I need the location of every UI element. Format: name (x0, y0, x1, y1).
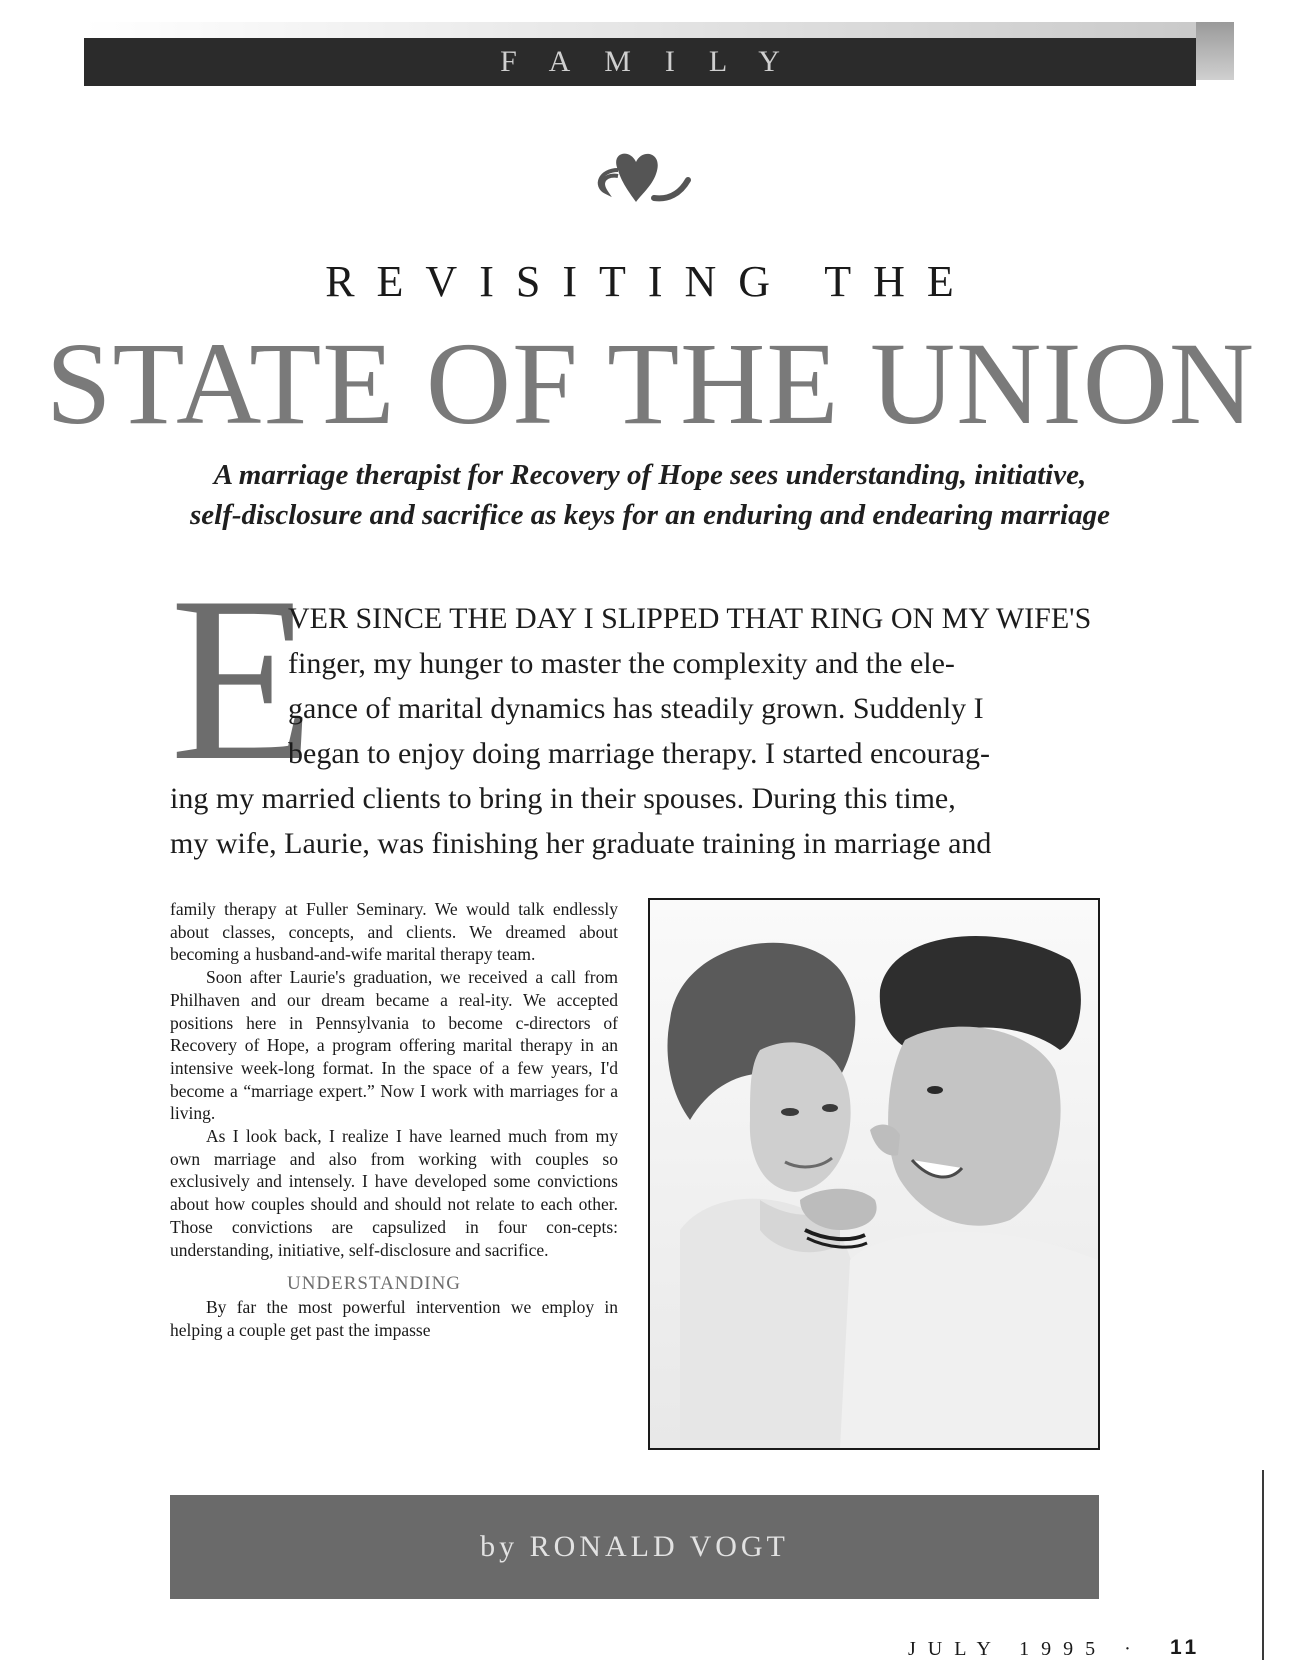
lede-paragraph (170, 596, 1100, 866)
body-paragraph: As I look back, I realize I have learned much from my own marriage and also from working with couples so exclusively and intensely. I have developed some convictions about how couples should and should not relate to each other. Those convictions are capsulized in four con-cepts: understanding, initiative, self-disclosure and sacrifice. (170, 1126, 618, 1260)
body-paragraph: family therapy at Fuller Seminary. We would talk endlessly about classes, concepts, and clients. We dreamed about becoming a husband-and-wife marital therapy team. (170, 899, 618, 965)
deck-line: self-disclosure and sacrifice as keys for an enduring and endearing marriage (190, 499, 1110, 531)
deck (140, 455, 1160, 535)
body-paragraph: Soon after Laurie's graduation, we received a call from Philhaven and our dream became a real-ity. We accepted positions here in Pennsylvania to become c-directors of Recovery of Hope, a program offering marital therapy in an intensive week-long format. In the space of a few years, I'd become a “marriage expert.” Now I work with marriages for a living. (170, 967, 618, 1124)
couple-photo-icon (650, 900, 1098, 1448)
body-column (170, 898, 618, 1341)
couple-photo (648, 898, 1100, 1450)
lede-line: VER SINCE THE DAY I SLIPPED THAT RING ON MY WIFE'S (288, 602, 1092, 635)
lede-line: my wife, Laurie, was finishing her graduate training in marriage and (170, 827, 992, 860)
headline-kicker: REVISITING THE (325, 257, 976, 306)
section-label: FAMILY (500, 45, 814, 78)
heart-leaf-icon (588, 140, 698, 214)
folio-date: JULY 1995 · (908, 1638, 1143, 1660)
headline-title: STATE OF THE UNION (45, 318, 1256, 449)
margin-rule (1262, 1470, 1264, 1660)
byline: by RONALD VOGT (480, 1530, 789, 1563)
section-bar (84, 38, 1196, 86)
deck-line: A marriage therapist for Recovery of Hope sees understanding, initiative, (213, 459, 1087, 491)
byline-bar (170, 1495, 1099, 1599)
section-bar-tail (1196, 22, 1234, 80)
section-subhead: UNDERSTANDING (286, 1273, 462, 1295)
page-number: 11 (1170, 1636, 1201, 1659)
body-paragraph: By far the most powerful intervention we employ in helping a couple get past the impasse (170, 1296, 618, 1340)
lede-line: ing my married clients to bring in their spouses. During this time, (170, 782, 956, 815)
lede-line: began to enjoy doing marriage therapy. I started encourag- (288, 737, 990, 770)
section-bar-shading (84, 22, 1234, 38)
drop-cap: E (170, 549, 315, 810)
lede-line: gance of marital dynamics has steadily grown. Suddenly I (288, 692, 984, 725)
lede-line: finger, my hunger to master the complexity and the ele- (288, 647, 955, 680)
